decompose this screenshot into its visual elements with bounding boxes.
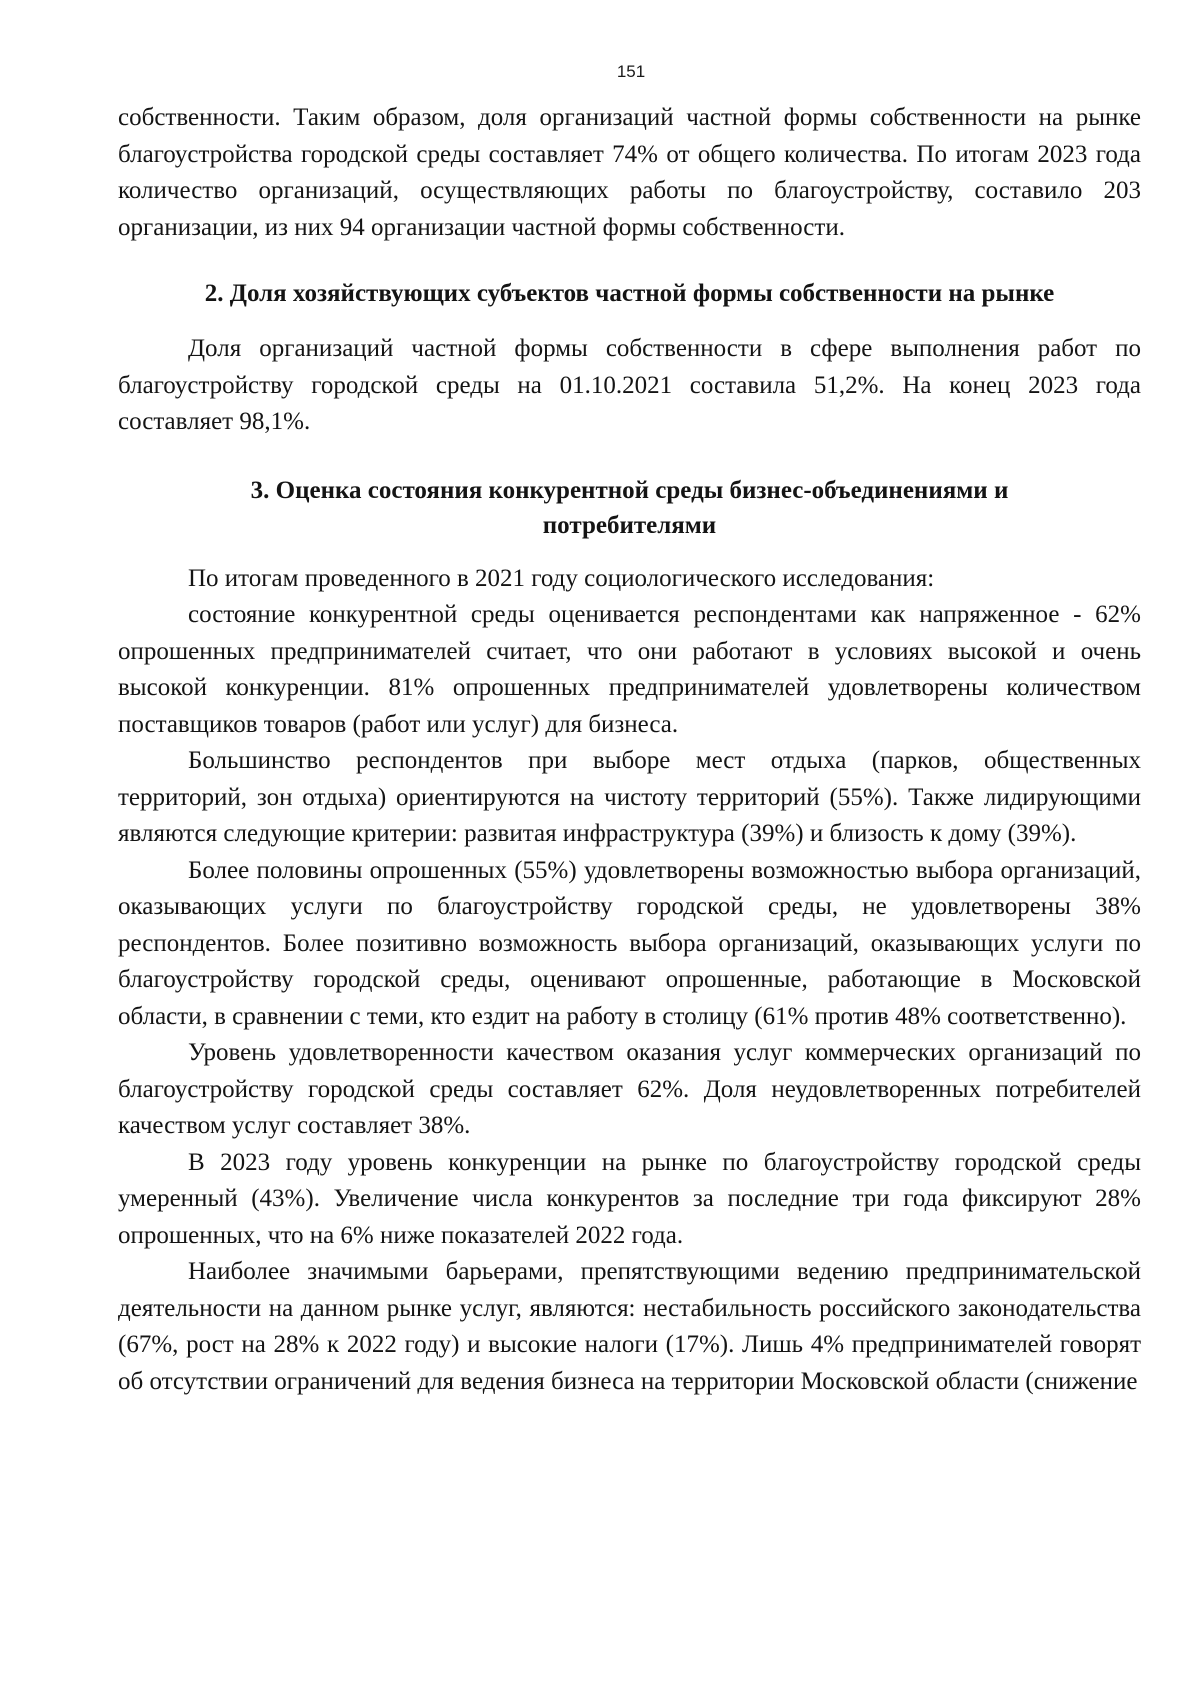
section-3-paragraph-4: Более половины опрошенных (55%) удовлетворены возможностью выбора организаций, оказывающих услуги по благоустройству городской среды, не удовлетворены 38% респондентов. Более позитивно возможность выбора организаций, оказывающих услуги по благоустройству городской среды, оценивают опрошенные, работающие в Московской области, в сравнении с теми, кто ездит на работу в столицу (61% против 48% соответственно). — [118, 856, 1141, 1030]
section-3-heading — [118, 473, 1141, 543]
section-2-heading: 2. Доля хозяйствующих субъектов частной формы собственности на рынке — [204, 280, 1055, 307]
section-3-paragraph-7: Наиболее значимыми барьерами, препятствующими ведению предпринимательской деятельности на данном рынке услуг, являются: нестабильность российского законодательства (67%, рост на 28% к 2022 году) и высокие налоги (17%). Лишь 4% предпринимателей говорят об отсутствии ограничений для ведения бизнеса на территории Московской области (снижение — [118, 1258, 1141, 1395]
paragraph-continuation: собственности. Таким образом, доля организаций частной формы собственности на рынке благоустройства городской среды составляет 74% от общего количества. По итогам 2023 года количество организаций, осуществляющих работы по благоустройству, составило 203 организации, из них 94 организации частной формы собственности. — [118, 104, 1141, 241]
page-number: 151 — [616, 62, 646, 81]
page-content — [118, 100, 1141, 1400]
section-3-paragraph-5: Уровень удовлетворенности качеством оказания услуг коммерческих организаций по благоустройству городской среды составляет 62%. Доля неудовлетворенных потребителей качеством услуг составляет 38%. — [118, 1039, 1141, 1139]
section-3-paragraph-1: По итогам проведенного в 2021 году социологического исследования: — [188, 564, 935, 592]
section-2-paragraph: Доля организаций частной формы собственности в сфере выполнения работ по благоустройству городской среды на 01.10.2021 составила 51,2%. На конец 2023 года составляет 98,1%. — [118, 335, 1141, 435]
section-3-heading-line-1: 3. Оценка состояния конкурентной среды бизнес-объединениями и — [250, 476, 1009, 504]
section-3-heading-line-2: потребителями — [542, 511, 717, 539]
section-3-paragraph-3: Большинство респондентов при выборе мест отдыха (парков, общественных территорий, зон отдыха) ориентируются на чистоту территорий (55%). Также лидирующими являются следующие критерии: развитая инфраструктура (39%) и близость к дому (39%). — [118, 747, 1141, 847]
section-3-paragraph-6: В 2023 году уровень конкуренции на рынке по благоустройству городской среды умеренный (43%). Увеличение числа конкурентов за последние три года фиксируют 28% опрошенных, что на 6% ниже показателей 2022 года. — [118, 1148, 1141, 1249]
section-3-paragraph-2: состояние конкурентной среды оценивается респондентами как напряженное - 62% опрошенных предпринимателей считает, что они работают в условиях высокой и очень высокой конкуренции. 81% опрошенных предпринимателей удовлетворены количеством поставщиков товаров (работ или услуг) для бизнеса. — [118, 601, 1141, 738]
